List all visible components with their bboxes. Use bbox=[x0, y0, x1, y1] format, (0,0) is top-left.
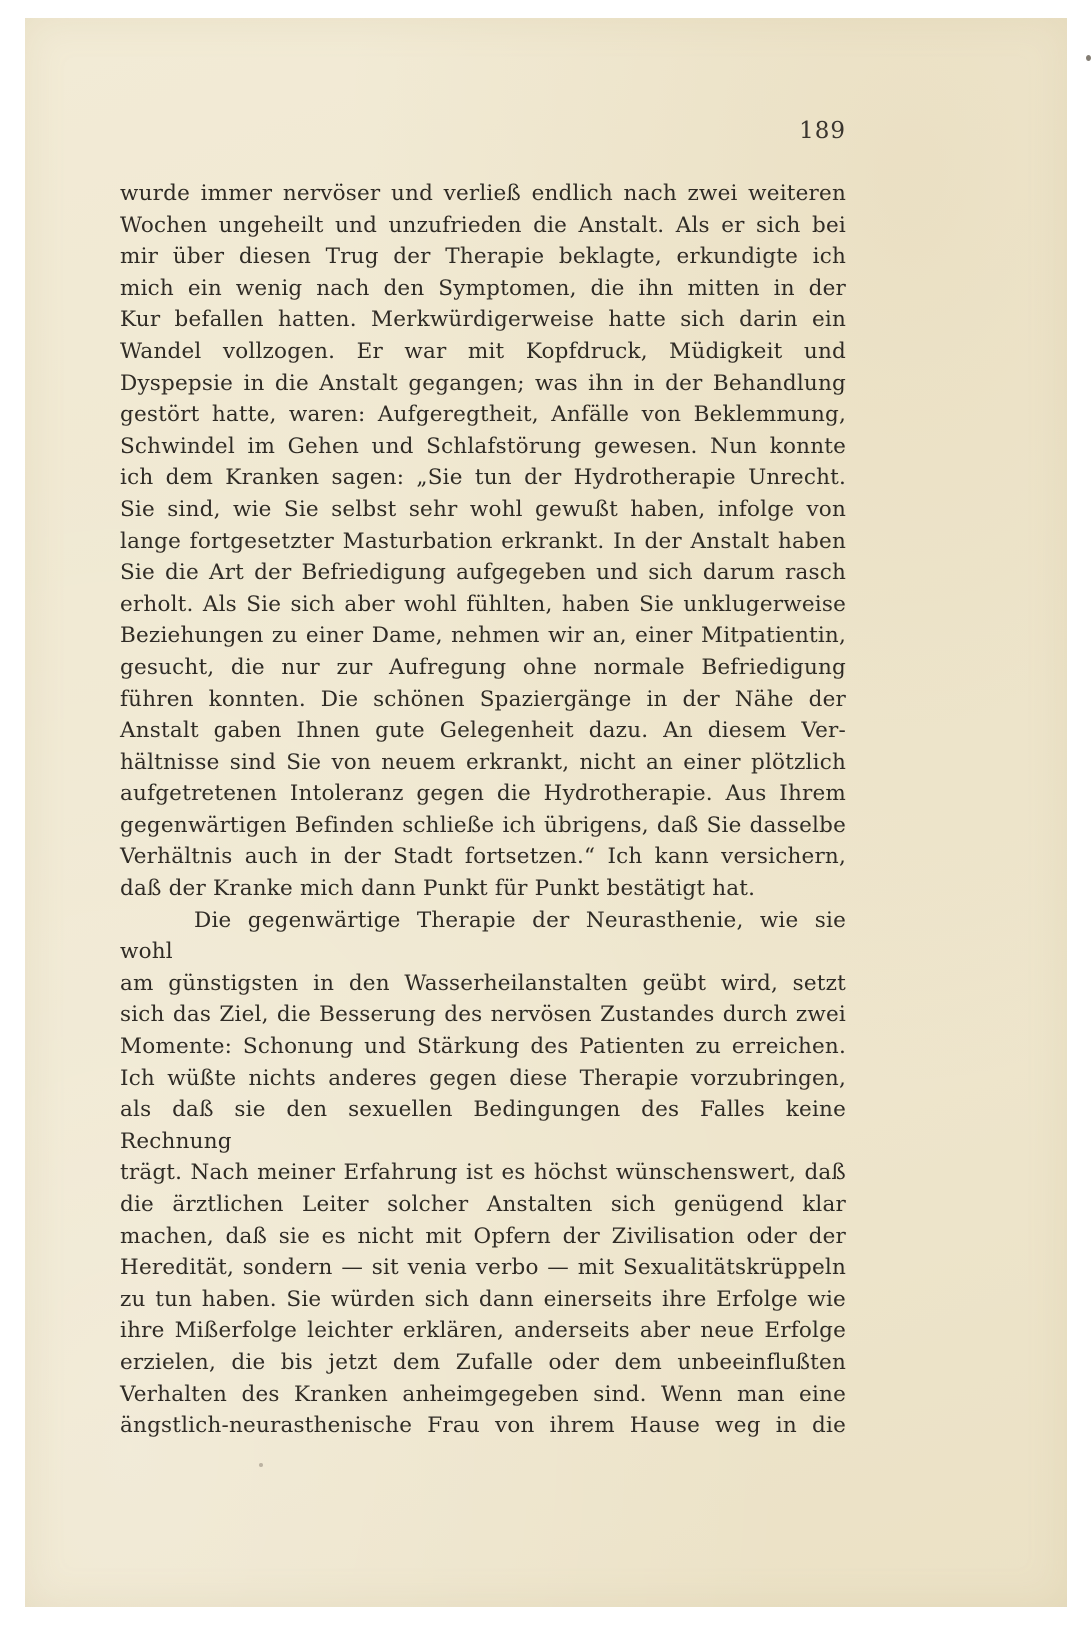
text-line: mich ein wenig nach den Symptomen, die ihn mitten in der bbox=[120, 275, 846, 301]
text-line: Sie sind, wie Sie selbst sehr wohl gewußt haben, infolge von bbox=[120, 496, 846, 522]
text-line: trägt. Nach meiner Erfahrung ist es höchst wünschenswert, daß bbox=[120, 1160, 846, 1186]
text-line: Sie die Art der Befriedigung aufgegeben und sich darum rasch bbox=[120, 560, 846, 586]
text-line: hältnisse sind Sie von neuem erkrankt, nicht an einer plötzlich bbox=[120, 749, 846, 775]
text-line: aufgetretenen Intoleranz gegen die Hydrotherapie. Aus Ihrem bbox=[120, 781, 846, 807]
text-line: erzielen, die bis jetzt dem Zufalle oder dem unbeeinflußten bbox=[120, 1349, 846, 1375]
text-line: zu tun haben. Sie würden sich dann einerseits ihre Erfolge wie bbox=[120, 1286, 846, 1312]
text-line: Dyspepsie in die Anstalt gegangen; was ihn in der Behandlung bbox=[120, 370, 846, 396]
text-line: gesucht, die nur zur Aufregung ohne normale Befriedigung bbox=[120, 654, 846, 680]
text-line: am günstigsten in den Wasserheilanstalten geübt wird, setzt bbox=[120, 970, 846, 996]
text-line: ich dem Kranken sagen: „Sie tun der Hydrotherapie Unrecht. bbox=[120, 465, 846, 491]
text-line: Die gegenwärtige Therapie der Neurasthenie, wie sie wohl bbox=[120, 907, 846, 965]
text-line: Ich wüßte nichts anderes gegen diese Therapie vorzubringen, bbox=[120, 1065, 846, 1091]
text-line: wurde immer nervöser und verließ endlich nach zwei weiteren bbox=[120, 181, 846, 206]
text-line: gegenwärtigen Befinden schließe ich übrigens, daß Sie dasselbe bbox=[120, 812, 846, 838]
scan-speck bbox=[259, 1463, 263, 1467]
text-line: Beziehungen zu einer Dame, nehmen wir an, einer Mitpatientin, bbox=[120, 623, 846, 649]
text-line: mir über diesen Trug der Therapie beklagte, erkundigte ich bbox=[120, 244, 846, 270]
text-line: Momente: Schonung und Stärkung des Patienten zu erreichen. bbox=[120, 1034, 846, 1060]
text-line: Anstalt gaben Ihnen gute Gelegenheit dazu. An diesem Ver- bbox=[120, 718, 846, 744]
text-line: sich das Ziel, die Besserung des nervösen Zustandes durch zwei bbox=[120, 1002, 846, 1028]
text-line: lange fortgesetzter Masturbation erkrankt. In der Anstalt haben bbox=[120, 528, 846, 554]
text-line: Heredität, sondern — sit venia verbo — mit Sexualitätskrüppeln bbox=[120, 1255, 846, 1281]
scanned-page bbox=[25, 18, 1067, 1607]
text-line: ihre Mißerfolge leichter erklären, anderseits aber neue Erfolge bbox=[120, 1318, 846, 1344]
text-line: Verhältnis auch in der Stadt fortsetzen.“ Ich kann versichern, bbox=[120, 844, 846, 870]
text-line: Wochen ungeheilt und unzufrieden die Anstalt. Als er sich bei bbox=[120, 212, 846, 238]
text-line: gestört hatte, waren: Aufgeregtheit, Anfälle von Beklemmung, bbox=[120, 402, 846, 428]
page-number: 189 bbox=[799, 118, 846, 144]
text-line: daß der Kranke mich dann Punkt für Punkt bestätigt hat. bbox=[120, 876, 756, 902]
text-block bbox=[120, 178, 846, 1442]
text-line: ängstlich-neurasthenische Frau von ihrem Hause weg in die bbox=[120, 1413, 846, 1439]
scan-speck bbox=[1086, 55, 1091, 61]
text-line: erholt. Als Sie sich aber wohl fühlten, haben Sie unklugerweise bbox=[120, 591, 846, 617]
text-line: die ärztlichen Leiter solcher Anstalten sich genügend klar bbox=[120, 1192, 846, 1217]
text-line: Verhalten des Kranken anheimgegeben sind. Wenn man eine bbox=[120, 1381, 846, 1407]
text-line: Kur befallen hatten. Merkwürdigerweise hatte sich darin ein bbox=[120, 307, 846, 333]
text-line: führen konnten. Die schönen Spaziergänge in der Nähe der bbox=[120, 686, 846, 712]
text-line: machen, daß sie es nicht mit Opfern der Zivilisation oder der bbox=[120, 1223, 846, 1249]
text-line: Wandel vollzogen. Er war mit Kopfdruck, Müdigkeit und bbox=[120, 338, 846, 364]
text-line: als daß sie den sexuellen Bedingungen des Falles keine Rechnung bbox=[120, 1097, 846, 1154]
text-line: Schwindel im Gehen und Schlafstörung gewesen. Nun konnte bbox=[120, 433, 846, 459]
